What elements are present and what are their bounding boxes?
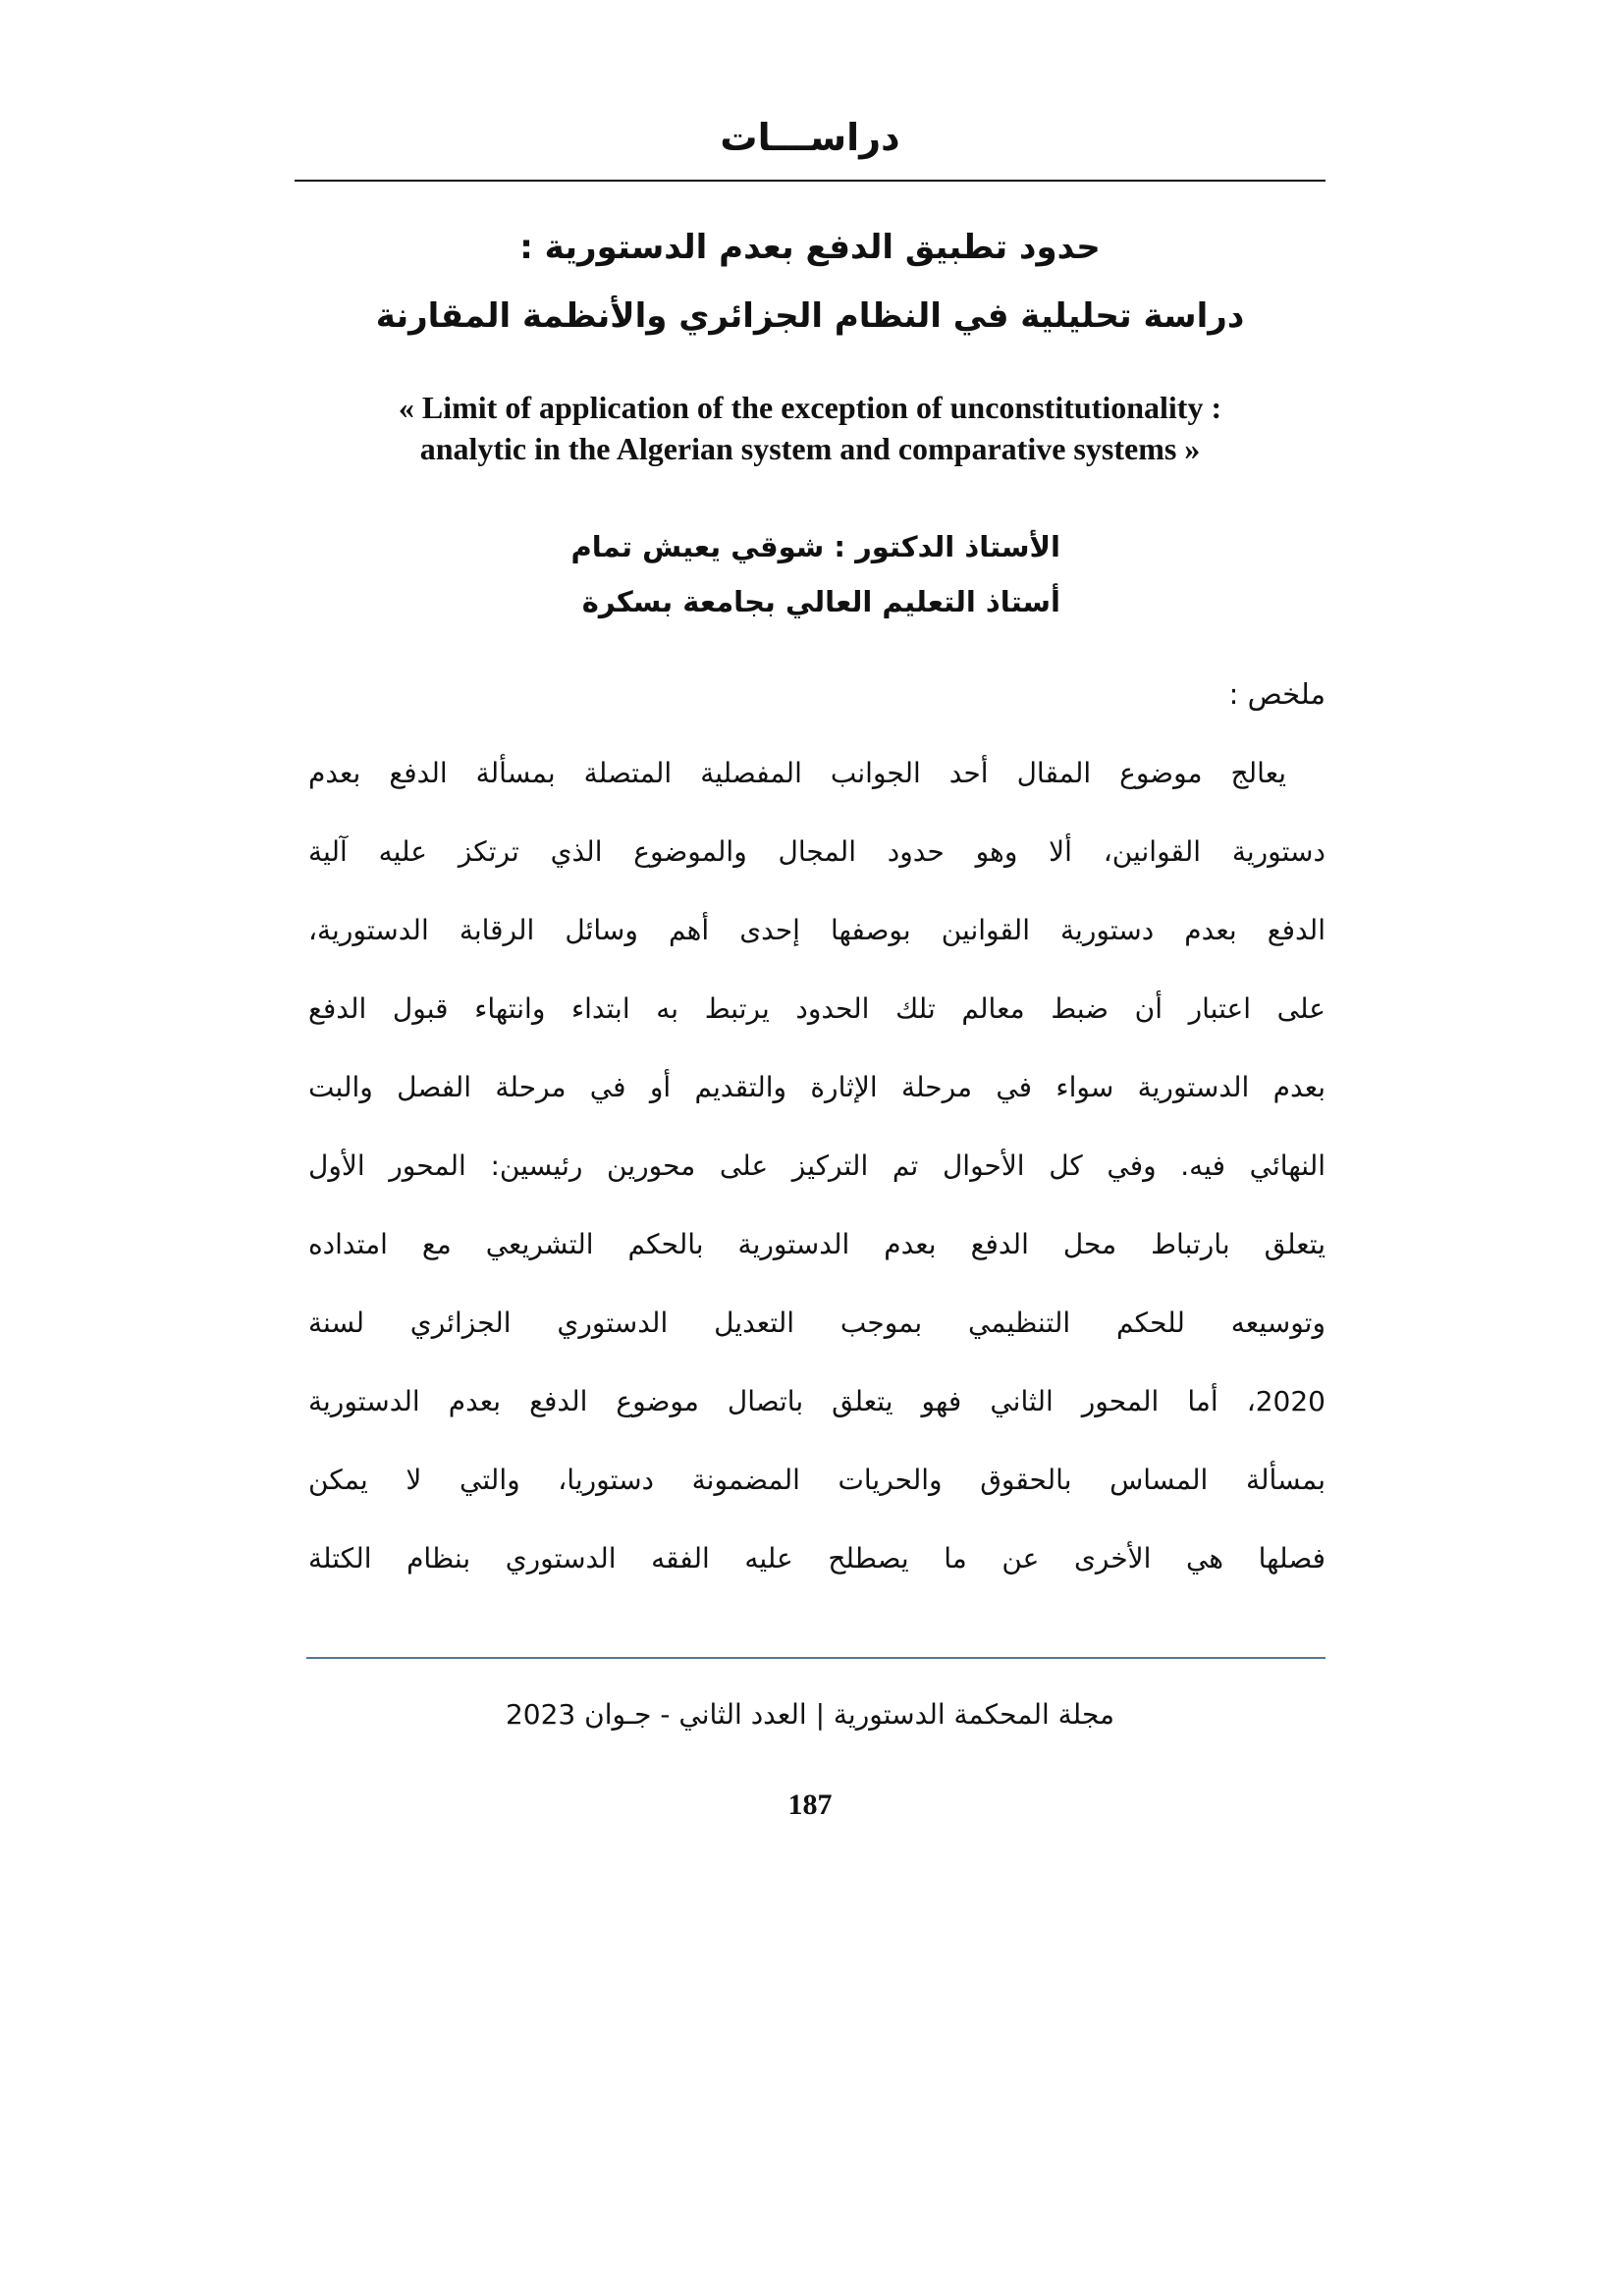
author-affiliation: أستاذ التعليم العالي بجامعة بسكرة — [581, 585, 1060, 618]
abstract-line: الدفع بعدم دستورية القوانين بوصفها إحدى أهم وسائل الرقابة الدستورية، — [308, 914, 1325, 946]
abstract-line: النهائي فيه. وفي كل الأحوال تم التركيز على محورين رئيسين: المحور الأول — [308, 1149, 1325, 1182]
article-title-arabic-line-1: حدود تطبيق الدفع بعدم الدستورية : — [519, 228, 1101, 267]
abstract-line: يتعلق بارتباط محل الدفع بعدم الدستورية بالحكم التشريعي مع امتداده — [308, 1228, 1325, 1260]
journal-footer: مجلة المحكمة الدستورية | العدد الثاني - جـوان 2023 — [505, 1698, 1115, 1731]
abstract-line: وتوسيعه للحكم التنظيمي بموجب التعديل الدستوري الجزائري لسنة — [308, 1307, 1325, 1339]
abstract-body — [308, 734, 1325, 1598]
abstract-label: ملخص : — [1228, 677, 1325, 711]
abstract-line: 2020، أما المحور الثاني فهو يتعلق باتصال موضوع الدفع بعدم الدستورية — [308, 1385, 1325, 1417]
section-header: دراســـات — [720, 116, 900, 159]
abstract-line: بعدم الدستورية سواء في مرحلة الإثارة والتقديم أو في مرحلة الفصل والبت — [308, 1071, 1325, 1103]
author-name: الأستاذ الدكتور : شوقي يعيش تمام — [570, 530, 1060, 563]
article-title-english-line-2: analytic in the Algerian system and comparative systems » — [419, 431, 1201, 466]
header-divider — [295, 180, 1325, 182]
footer-divider — [306, 1657, 1325, 1659]
abstract-line: بمسألة المساس بالحقوق والحريات المضمونة دستوريا، والتي لا يمكن — [308, 1464, 1325, 1496]
abstract-line: يعالج موضوع المقال أحد الجوانب المفصلية المتصلة بمسألة الدفع بعدم — [308, 757, 1286, 789]
article-title-arabic-line-2: دراسة تحليلية في النظام الجزائري والأنظمة المقارنة — [375, 296, 1245, 336]
page-number: 187 — [787, 1789, 833, 1821]
abstract-line: دستورية القوانين، ألا وهو حدود المجال والموضوع الذي ترتكز عليه آلية — [308, 835, 1325, 868]
abstract-line: على اعتبار أن ضبط معالم تلك الحدود يرتبط به ابتداء وانتهاء قبول الدفع — [308, 992, 1325, 1025]
article-title-english-line-1: « Limit of application of the exception of unconstitutionality : — [398, 390, 1222, 425]
abstract-line: فصلها هي الأخرى عن ما يصطلح عليه الفقه الدستوري بنظام الكتلة — [308, 1542, 1325, 1575]
